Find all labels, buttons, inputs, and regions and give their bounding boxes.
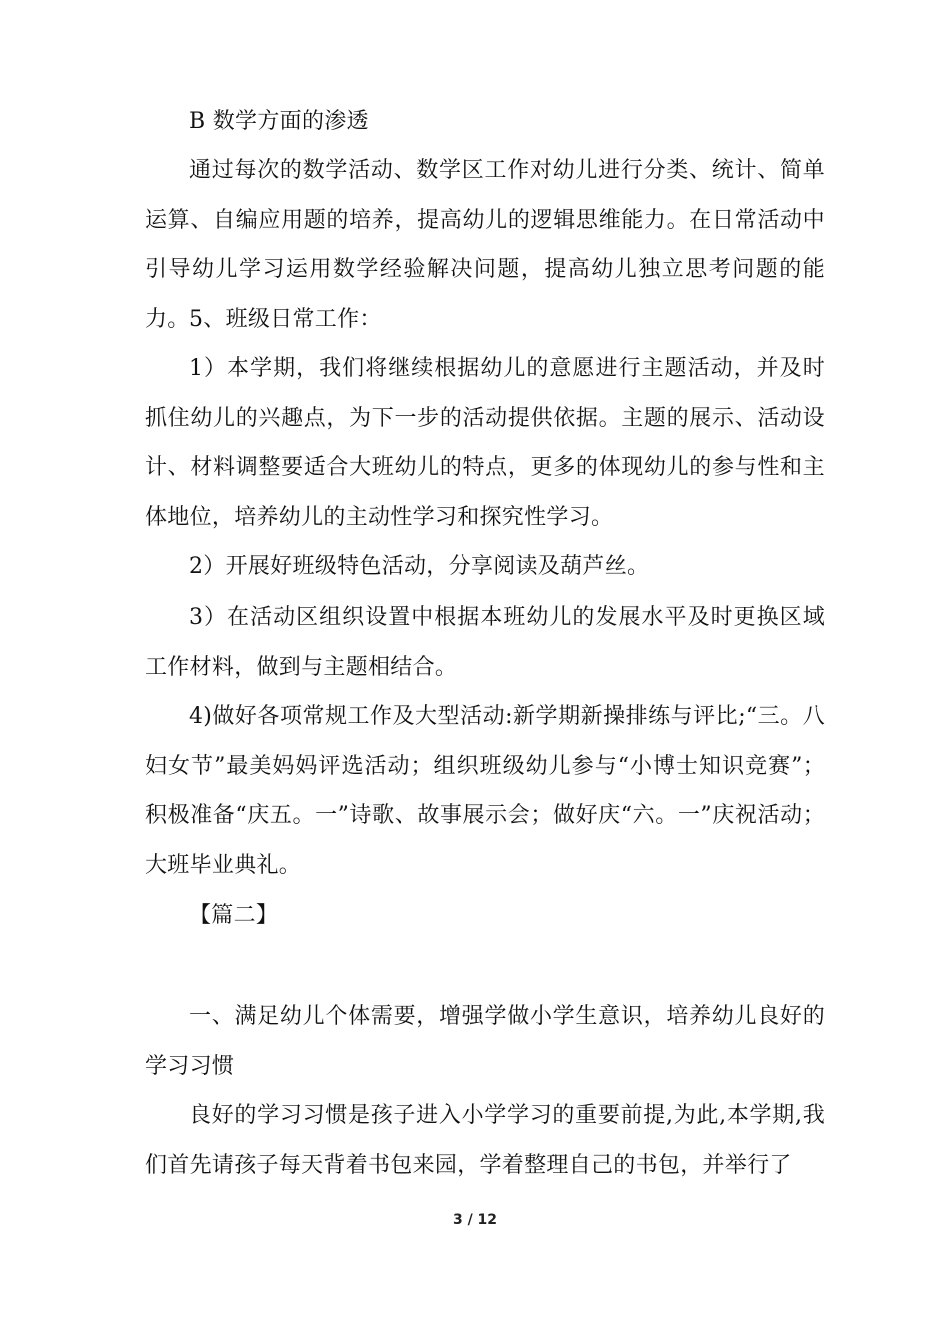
- paragraph-item-3: 3）在活动区组织设置中根据本班幼儿的发展水平及时更换区域工作材料，做到与主题相结合。: [145, 605, 825, 680]
- section-heading-learning-habits: 一、满足幼儿个体需要，增强学做小学生意识，培养幼儿良好的学习习惯: [145, 1004, 825, 1079]
- section-heading-daily-work: 5、班级日常工作：: [189, 307, 382, 332]
- paragraph-item-4: 4)做好各项常规工作及大型活动:新学期新操排练与评比;“三。八妇女节”最美妈妈评选活动；组织班级幼儿参与“小博士知识竞赛”；积极准备“庆五。一”诗歌、故事展示会；做好庆“六。一”庆祝活动；大班毕业典礼。: [145, 704, 825, 878]
- paragraph-learning-habits: 良好的学习习惯是孩子进入小学学习的重要前提,为此,本学期,我们首先请孩子每天背着书包来园，学着整理自己的书包，并举行了: [145, 1103, 825, 1178]
- paragraph-math-activities: 通过每次的数学活动、数学区工作对幼儿进行分类、统计、简单运算、自编应用题的培养，提高幼儿的逻辑思维能力。在日常活动中引导幼儿学习运用数学经验解决问题，提高幼儿独立思考问题的能力。: [145, 158, 825, 332]
- subheading-math: B 数学方面的渗透: [189, 109, 369, 134]
- paragraph-item-2: 2）开展好班级特色活动，分享阅读及葫芦丝。: [189, 554, 650, 579]
- paragraph-item-1: 1）本学期，我们将继续根据幼儿的意愿进行主题活动，并及时抓住幼儿的兴趣点，为下一步的活动提供依据。主题的展示、活动设计、材料调整要适合大班幼儿的特点，更多的体现幼儿的参与性和主体地位，培养幼儿的主动性学习和探究性学习。: [145, 356, 825, 530]
- chapter-heading: 【篇二】: [189, 903, 279, 928]
- page-number: 3 / 12: [452, 1212, 498, 1228]
